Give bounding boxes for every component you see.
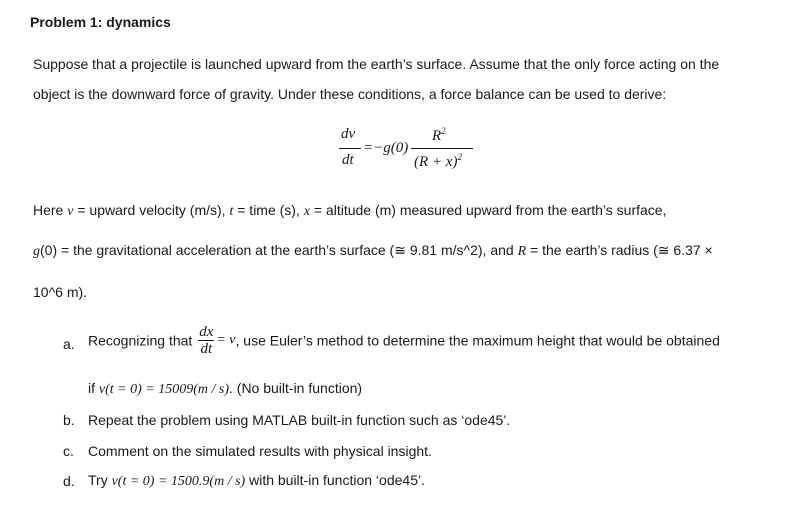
equation-lhs-denominator: dt <box>342 152 354 168</box>
item-d-prefix: Try <box>88 472 112 488</box>
intro-line-2: object is the downward force of gravity. Under these conditions, a force balance can be used to derive: <box>33 86 667 102</box>
var-R: R <box>517 244 527 259</box>
item-a-marker: a. <box>63 336 75 352</box>
var-x: x <box>303 204 310 219</box>
item-d-suffix: with built-in function ‘ode45’. <box>245 472 425 488</box>
dx-dt-fraction <box>198 324 214 357</box>
definitions-line-2 <box>33 242 713 260</box>
problem-title: Problem 1: dynamics <box>30 14 171 30</box>
equation-rhs-numerator: R <box>432 128 442 144</box>
definitions-text: = time (s), <box>233 202 304 218</box>
equation-rhs-fraction-bar <box>411 148 473 149</box>
item-a-equals-v: = v <box>216 332 236 348</box>
dt-denominator: dt <box>200 341 213 357</box>
item-c-text: Comment on the simulated results with physical insight. <box>88 443 432 459</box>
definitions-text: = the earth’s radius (≅ 6.37 × <box>526 242 713 258</box>
item-a-pre: Recognizing that <box>88 332 193 349</box>
item-b-text: Repeat the problem using MATLAB built-in function such as ‘ode45’. <box>88 412 511 428</box>
definitions-line-3: 10^6 m). <box>33 284 88 300</box>
var-g: g <box>33 244 40 259</box>
item-c-marker: c. <box>63 443 74 459</box>
equation-rhs-denominator-exponent: 2 <box>457 152 462 162</box>
definitions-text: (0) = the gravitational acceleration at the earth’s surface (≅ 9.81 m/s^2), and <box>40 242 518 258</box>
item-d-marker: d. <box>63 473 75 489</box>
equation-rhs-numerator-exponent: 2 <box>441 126 446 136</box>
equation-rhs-denominator: (R + x) <box>414 154 458 170</box>
equation-middle: =−g(0) <box>363 140 409 156</box>
intro-line-1: Suppose that a projectile is launched upward from the earth’s surface. Assume that the only force acting on the <box>33 56 720 72</box>
item-b-marker: b. <box>63 412 75 428</box>
equation-lhs-numerator: dv <box>341 126 356 142</box>
definitions-text: = altitude (m) measured upward from the earth’s surface, <box>309 202 667 218</box>
definitions-text: Here <box>33 202 68 218</box>
var-t: t <box>229 204 234 219</box>
item-a-line-1 <box>88 324 720 357</box>
equation-lhs-fraction-bar <box>339 148 361 149</box>
item-a-line2-suffix: . (No built-in function) <box>229 380 363 396</box>
item-a-post: , use Euler’s method to determine the maximum height that would be obtained <box>235 332 720 349</box>
var-v: v <box>67 204 74 219</box>
item-a-line2-prefix: if <box>88 380 99 396</box>
dx-numerator: dx <box>199 324 214 340</box>
item-d-text <box>88 472 425 490</box>
initial-velocity-d: v(t = 0) = 1500.9(m / s) <box>111 474 246 489</box>
item-a-line-2 <box>88 380 362 398</box>
definitions-text: = upward velocity (m/s), <box>73 202 230 218</box>
definitions-line-1 <box>33 202 666 220</box>
initial-velocity-a: v(t = 0) = 15009(m / s) <box>98 382 229 397</box>
